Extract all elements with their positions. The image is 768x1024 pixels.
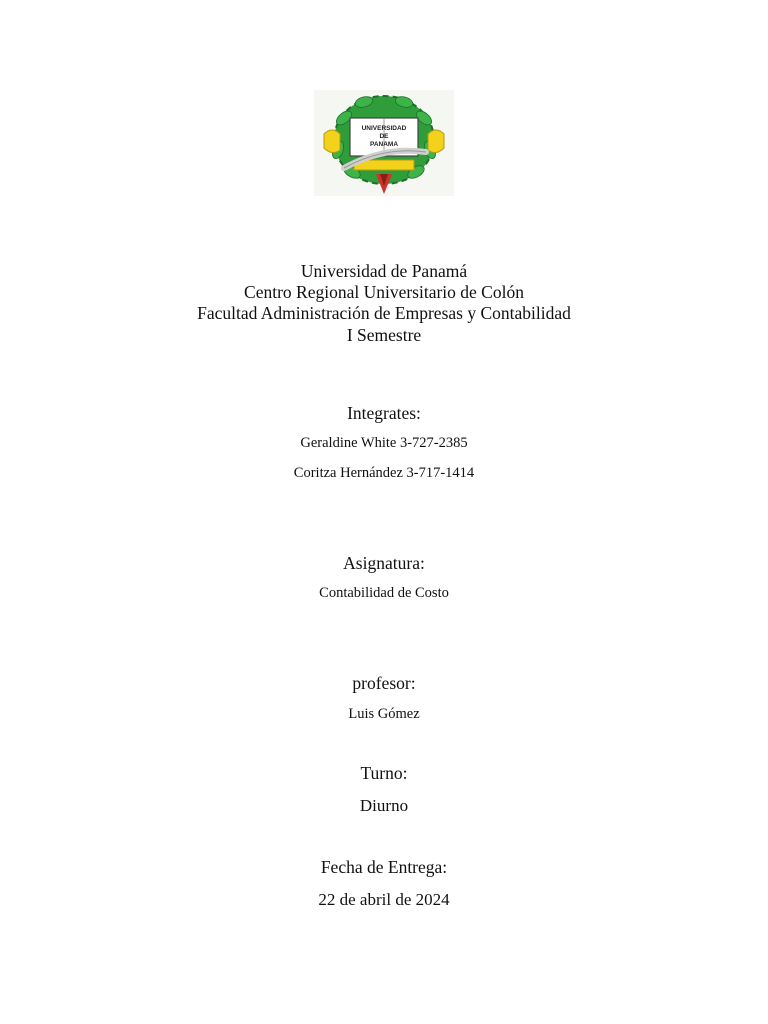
faculty-name: Facultad Administración de Empresas y Contabilidad xyxy=(197,303,571,323)
regional-center: Centro Regional Universitario de Colón xyxy=(244,282,524,302)
shift-value: Diurno xyxy=(359,796,409,815)
subject-value: Contabilidad de Costo xyxy=(319,585,449,601)
due-date-value: 22 de abril de 2024 xyxy=(318,890,450,909)
university-name: Universidad de Panamá xyxy=(300,261,468,281)
svg-text:DE: DE xyxy=(379,133,389,140)
shift-heading: Turno: xyxy=(360,763,408,783)
member-item: Coritza Hernández 3-717-1414 xyxy=(293,465,475,481)
svg-text:PANAMA: PANAMA xyxy=(369,141,399,148)
professor-name: Luis Gómez xyxy=(348,706,420,722)
subject-heading: Asignatura: xyxy=(343,553,425,573)
member-item: Geraldine White 3-727-2385 xyxy=(300,435,468,451)
university-seal-logo xyxy=(314,90,454,196)
due-date-heading: Fecha de Entrega: xyxy=(320,857,448,877)
semester: I Semestre xyxy=(346,325,422,345)
professor-heading: profesor: xyxy=(352,673,416,693)
members-heading: Integrates: xyxy=(347,403,421,423)
svg-text:UNIVERSIDAD: UNIVERSIDAD xyxy=(361,125,407,132)
